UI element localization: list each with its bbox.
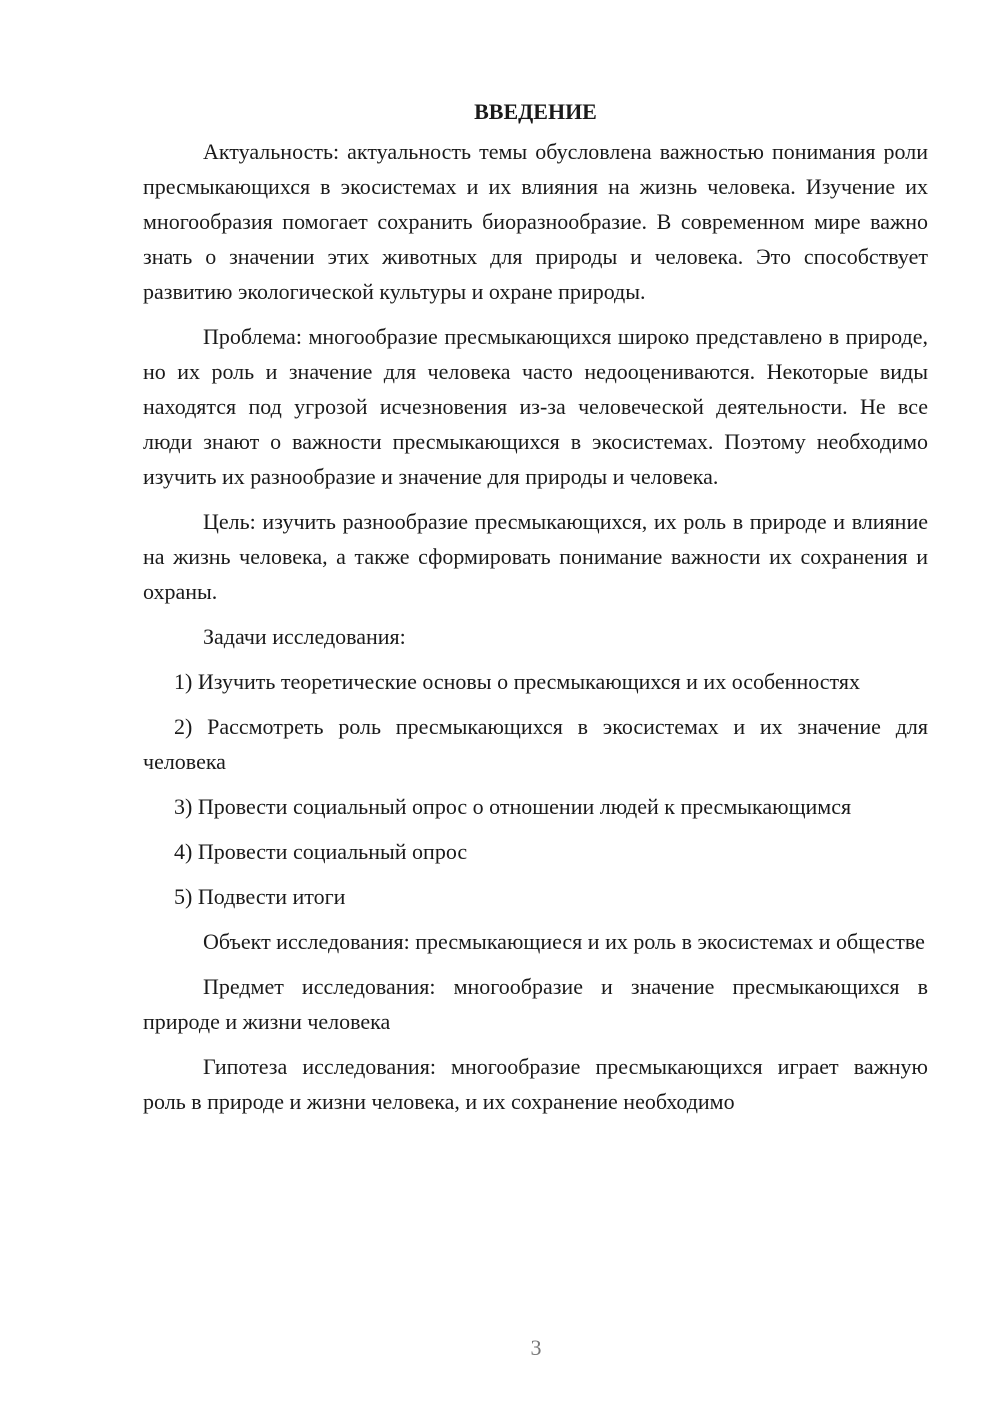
paragraph-relevance: Актуальность: актуальность темы обусловлена важностью понимания роли пресмыкающихся в экосистемах и их влияния на жизнь человека. Изучение их многообразия помогает сохранить биоразнообразие. В современном мире важно знать о значении этих животных для природы и человека. Это способствует развитию экологической культуры и охране природы. <box>143 139 928 304</box>
paragraph-object: Объект исследования: пресмыкающиеся и их роль в экосистемах и обществе <box>203 929 925 954</box>
task-item-3: 3) Провести социальный опрос о отношении людей к пресмыкающимся <box>174 794 852 819</box>
tasks-heading: Задачи исследования: <box>203 624 406 649</box>
section-title: ВВЕДЕНИЕ <box>474 99 597 124</box>
paragraph-goal: Цель: изучить разнообразие пресмыкающихся, их роль в природе и влияние на жизнь человека, а также сформировать понимание важности их сохранения и охраны. <box>143 509 928 604</box>
task-item-1: 1) Изучить теоретические основы о пресмыкающихся и их особенностях <box>174 669 860 694</box>
task-item-2: 2) Рассмотреть роль пресмыкающихся в экосистемах и их значение для человека <box>143 714 928 774</box>
task-item-5: 5) Подвести итоги <box>174 884 346 909</box>
paragraph-problem: Проблема: многообразие пресмыкающихся широко представлено в природе, но их роль и значение для человека часто недооцениваются. Некоторые виды находятся под угрозой исчезновения из-за человеческой деятельности. Не все люди знают о важности пресмыкающихся в экосистемах. Поэтому необходимо изучить их разнообразие и значение для природы и человека. <box>143 324 928 489</box>
paragraph-hypothesis: Гипотеза исследования: многообразие пресмыкающихся играет важную роль в природе и жизни человека, и их сохранение необходимо <box>143 1054 928 1114</box>
page-content <box>143 94 928 1129</box>
paragraph-subject: Предмет исследования: многообразие и значение пресмыкающихся в природе и жизни человека <box>143 974 928 1034</box>
task-item-4: 4) Провести социальный опрос <box>174 839 468 864</box>
page-number: 3 <box>530 1335 542 1360</box>
